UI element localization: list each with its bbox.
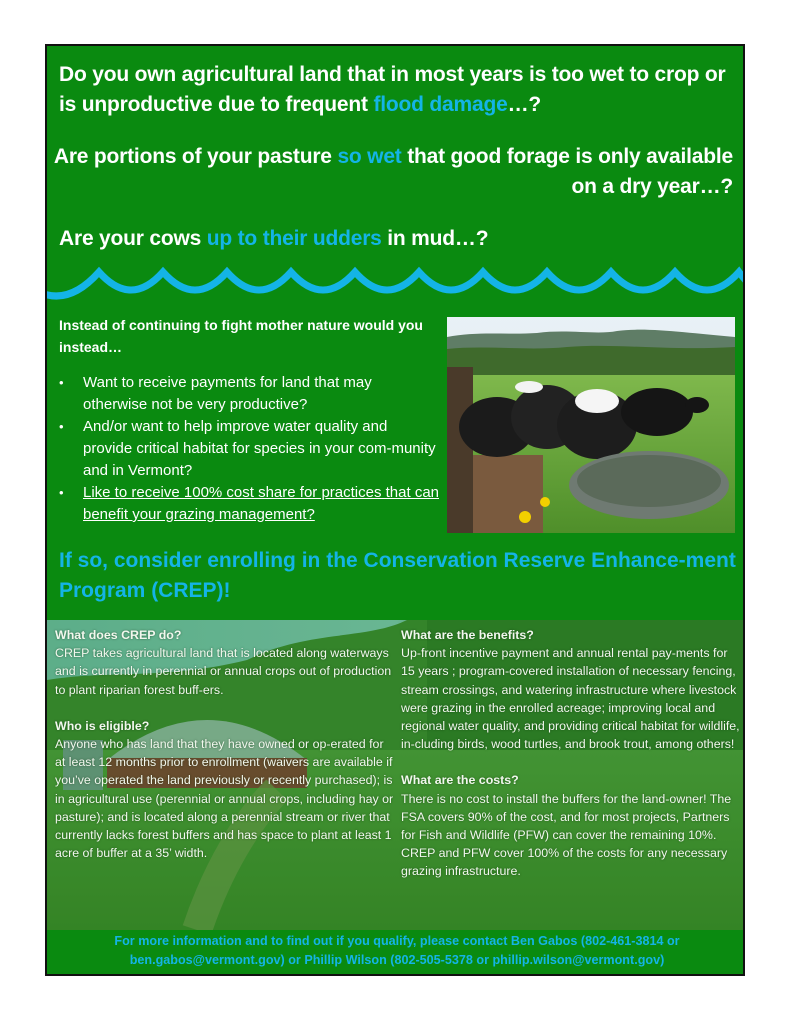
question-text: Are portions of your pasture bbox=[53, 145, 338, 168]
benefit-bullet-list bbox=[59, 372, 439, 526]
section-body-what: CREP takes agricultural land that is located along waterways and is currently in perennial or annual crops out of production to plant riparian forest buff-ers. bbox=[55, 646, 392, 697]
contact-line-1: For more information and to find out if you qualify, please contact Ben Gabos (802-461-3814 or bbox=[114, 934, 680, 948]
question-text-end: …? bbox=[507, 93, 542, 116]
question-highlight: up to their udders bbox=[206, 227, 382, 250]
hero-question-pasture bbox=[53, 142, 733, 202]
question-text-end: in mud…? bbox=[381, 227, 489, 250]
cows-photo bbox=[447, 317, 735, 533]
question-text: Do you own agricultural land that in most years is too wet to crop or is unproductive due to frequent bbox=[59, 63, 726, 116]
question-text-end: that good forage is only available on a dry year…? bbox=[401, 145, 733, 198]
section-title-who: Who is eligible? bbox=[55, 718, 150, 733]
bullet-text: And/or want to help improve water quality and provide critical habitat for species in your com-munity and in Vermont? bbox=[83, 418, 436, 479]
question-highlight: flood damage bbox=[373, 93, 508, 116]
bullet-text: Like to receive 100% cost share for practices that can benefit your grazing management? bbox=[83, 484, 440, 523]
section-title-what: What does CREP do? bbox=[55, 628, 182, 642]
section-title-costs: What are the costs? bbox=[401, 773, 519, 788]
question-text: Are your cows bbox=[59, 227, 207, 250]
cta-heading: If so, consider enrolling in the Conservation Reserve Enhance-ment Program (CREP)! bbox=[59, 549, 736, 602]
section-body-who: Anyone who has land that they have owned or op-erated for at least 12 months prior to enrollment (waivers are available if you’ve operated the land previously or recently purchased); is in agricultural use (perennial or annual crops, including hay or pasture); and is located along a perennial stream or river that currently lacks forest buffers and has space to plant at least 1 acre of buffer at a 35’ width. bbox=[55, 737, 394, 861]
hero-question-flood bbox=[59, 60, 739, 120]
intro-heading: Instead of continuing to fight mother nature would you instead… bbox=[59, 317, 423, 355]
section-body-benefits: Up-front incentive payment and annual rental pay-ments for 15 years ; program-covered installation of necessary fencing, stream crossings, and watering infrastructure where livestock were grazing in the enrolled acreage; improving local and regional water quality, and providing critical habitat for wildlife, in-cluding birds, wood turtles, and brook trout, among others! bbox=[401, 646, 740, 752]
contact-footer bbox=[47, 932, 745, 970]
bullet-item-underlined bbox=[59, 482, 439, 526]
bullet-text: Want to receive payments for land that may otherwise not be very productive? bbox=[83, 374, 372, 413]
left-column bbox=[55, 626, 395, 880]
hero-question-mud bbox=[59, 224, 488, 254]
info-panel bbox=[47, 620, 745, 930]
question-highlight: so wet bbox=[337, 145, 402, 168]
section-title-benefits: What are the benefits? bbox=[401, 628, 534, 642]
bullet-item bbox=[59, 416, 439, 482]
right-column bbox=[401, 626, 741, 899]
contact-line-2: ben.gabos@vermont.gov) or Phillip Wilson (802-505-5378 or phillip.wilson@vermont.gov) bbox=[129, 953, 665, 967]
flyer bbox=[45, 44, 745, 976]
cows-photo-illustration bbox=[447, 317, 735, 533]
section-body-costs: There is no cost to install the buffers for the land-owner! The FSA covers 90% of the cost, and for most projects, Partners for Fish and Wildlife (PFW) can cover the remaining 10%. CREP and PFW cover 100% of the costs for any necessary grazing infrastructure. bbox=[401, 791, 732, 879]
wave-divider-icon bbox=[47, 264, 745, 304]
bullet-item bbox=[59, 372, 439, 416]
